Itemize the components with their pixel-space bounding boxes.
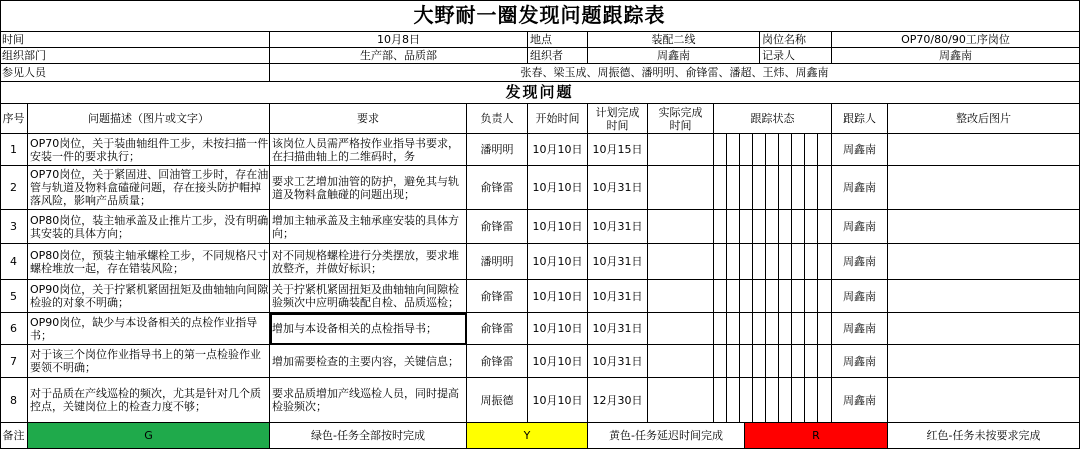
status-cell[interactable] (779, 244, 792, 280)
row-actual[interactable] (648, 244, 714, 280)
status-cell[interactable] (740, 280, 753, 313)
status-cell[interactable] (805, 378, 818, 423)
time-label[interactable]: 时间 (0, 32, 270, 48)
location-value[interactable]: 装配二线 (588, 32, 760, 48)
header-owner[interactable]: 负责人 (467, 104, 528, 134)
row-desc[interactable]: OP90岗位，关于拧紧机紧固扭矩及曲轴轴向间隙检验的对象不明确； (28, 280, 270, 313)
status-cell[interactable] (753, 166, 766, 210)
status-cell[interactable] (714, 280, 727, 313)
row-owner[interactable]: 俞锋雷 (467, 313, 528, 345)
status-cell[interactable] (766, 345, 779, 378)
status-cell[interactable] (753, 345, 766, 378)
status-cell[interactable] (805, 345, 818, 378)
status-cell[interactable] (779, 378, 792, 423)
status-cell[interactable] (714, 345, 727, 378)
header-req[interactable]: 要求 (270, 104, 467, 134)
row-plan[interactable]: 10月31日 (588, 244, 648, 280)
header-no[interactable]: 序号 (0, 104, 28, 134)
status-cell[interactable] (792, 166, 805, 210)
row-owner[interactable]: 俞锋雷 (467, 280, 528, 313)
status-cell[interactable] (753, 313, 766, 345)
row-number[interactable]: 2 (0, 166, 28, 210)
recorder-label[interactable]: 记录人 (760, 48, 832, 64)
row-start[interactable]: 10月10日 (528, 166, 588, 210)
status-cell[interactable] (805, 244, 818, 280)
status-cell[interactable] (818, 345, 832, 378)
organizer-label[interactable]: 组织者 (528, 48, 588, 64)
row-after-image[interactable] (888, 134, 1080, 166)
status-cell[interactable] (818, 166, 832, 210)
row-req[interactable]: 关于拧紧机紧固扭矩及曲轴轴向间隙检验频次中应明确装配自检、品质巡检； (270, 280, 467, 313)
row-number[interactable]: 5 (0, 280, 28, 313)
status-cell[interactable] (727, 345, 740, 378)
status-cell[interactable] (779, 313, 792, 345)
status-cell[interactable] (818, 313, 832, 345)
row-actual[interactable] (648, 210, 714, 244)
status-cell[interactable] (779, 280, 792, 313)
participants-value[interactable]: 张春、梁玉成、周振德、潘明明、俞锋雷、潘超、王炜、周鑫南 (270, 64, 1080, 82)
status-cell[interactable] (740, 210, 753, 244)
dept-value[interactable]: 生产部、品质部 (270, 48, 528, 64)
row-tracker[interactable]: 周鑫南 (832, 313, 888, 345)
status-cell[interactable] (766, 166, 779, 210)
status-cell[interactable] (727, 134, 740, 166)
position-label[interactable]: 岗位名称 (760, 32, 832, 48)
row-start[interactable]: 10月10日 (528, 244, 588, 280)
section-title: 发现问题 (0, 82, 1080, 104)
status-cell[interactable] (753, 210, 766, 244)
row-start[interactable]: 10月10日 (528, 378, 588, 423)
row-tracker[interactable]: 周鑫南 (832, 244, 888, 280)
status-cell[interactable] (779, 134, 792, 166)
status-cell[interactable] (727, 244, 740, 280)
row-number[interactable]: 3 (0, 210, 28, 244)
status-cell[interactable] (766, 378, 779, 423)
status-cell[interactable] (779, 166, 792, 210)
status-cell[interactable] (740, 166, 753, 210)
legend-yellow-swatch[interactable]: Y (467, 423, 588, 449)
row-req[interactable]: 增加需要检查的主要内容，关键信息； (270, 345, 467, 378)
header-plan[interactable]: 计划完成时间 (588, 104, 648, 134)
status-cell[interactable] (818, 210, 832, 244)
row-owner[interactable]: 俞锋雷 (467, 345, 528, 378)
status-cell[interactable] (805, 134, 818, 166)
row-desc[interactable]: OP80岗位，预装主轴承螺栓工步，不同规格尺寸螺栓堆放一起，存在错装风险； (28, 244, 270, 280)
status-cell[interactable] (727, 280, 740, 313)
row-after-image[interactable] (888, 166, 1080, 210)
status-cell[interactable] (727, 313, 740, 345)
row-start[interactable]: 10月10日 (528, 313, 588, 345)
row-number[interactable]: 1 (0, 134, 28, 166)
status-cell[interactable] (753, 378, 766, 423)
status-cell[interactable] (805, 210, 818, 244)
status-cell[interactable] (779, 345, 792, 378)
row-number[interactable]: 8 (0, 378, 28, 423)
recorder-value[interactable]: 周鑫南 (832, 48, 1080, 64)
dept-label[interactable]: 组织部门 (0, 48, 270, 64)
row-desc[interactable]: OP80岗位，装主轴承盖及止推片工步，没有明确其安装的具体方向； (28, 210, 270, 244)
row-tracker[interactable]: 周鑫南 (832, 166, 888, 210)
row-start[interactable]: 10月10日 (528, 210, 588, 244)
row-actual[interactable] (648, 345, 714, 378)
row-after-image[interactable] (888, 345, 1080, 378)
row-actual[interactable] (648, 166, 714, 210)
row-tracker[interactable]: 周鑫南 (832, 134, 888, 166)
status-cell[interactable] (740, 244, 753, 280)
status-cell[interactable] (766, 134, 779, 166)
row-plan[interactable]: 10月31日 (588, 210, 648, 244)
row-number[interactable]: 7 (0, 345, 28, 378)
legend-green-text[interactable]: 绿色-任务全部按时完成 (270, 423, 467, 449)
row-tracker[interactable]: 周鑫南 (832, 378, 888, 423)
status-cell[interactable] (740, 313, 753, 345)
row-start[interactable]: 10月10日 (528, 280, 588, 313)
status-cell[interactable] (766, 210, 779, 244)
time-value[interactable]: 10月8日 (270, 32, 528, 48)
row-owner[interactable]: 俞锋雷 (467, 210, 528, 244)
location-label[interactable]: 地点 (528, 32, 588, 48)
legend-yellow-text[interactable]: 黄色-任务延迟时间完成 (588, 423, 745, 449)
status-cell[interactable] (714, 378, 727, 423)
header-desc[interactable]: 问题描述（图片或文字） (28, 104, 270, 134)
status-cell[interactable] (766, 313, 779, 345)
row-owner[interactable]: 潘明明 (467, 134, 528, 166)
row-desc[interactable]: OP70岗位，关于装曲轴组件工步，未按扫描一件安装一件的要求执行； (28, 134, 270, 166)
row-owner[interactable]: 潘明明 (467, 244, 528, 280)
row-actual[interactable] (648, 378, 714, 423)
row-actual[interactable] (648, 134, 714, 166)
status-cell[interactable] (792, 345, 805, 378)
row-req[interactable]: 对不同规格螺栓进行分类摆放，要求堆放整齐，并做好标识； (270, 244, 467, 280)
row-owner[interactable]: 周振德 (467, 378, 528, 423)
row-actual[interactable] (648, 313, 714, 345)
row-actual[interactable] (648, 280, 714, 313)
status-cell[interactable] (792, 210, 805, 244)
row-plan[interactable]: 10月31日 (588, 345, 648, 378)
row-req[interactable]: 该岗位人员需严格按作业指导书要求，在扫描曲轴上的二维码时，务 (270, 134, 467, 166)
status-cell[interactable] (740, 378, 753, 423)
status-cell[interactable] (714, 210, 727, 244)
row-number[interactable]: 4 (0, 244, 28, 280)
status-cell[interactable] (714, 134, 727, 166)
row-req[interactable]: 增加与本设备相关的点检指导书； (270, 313, 467, 345)
row-desc[interactable]: 对于品质在产线巡检的频次，尤其是针对几个质控点，关键岗位上的检查力度不够； (28, 378, 270, 423)
row-desc[interactable]: OP90岗位，缺少与本设备相关的点检作业指导书； (28, 313, 270, 345)
row-plan[interactable]: 12月30日 (588, 378, 648, 423)
status-cell[interactable] (805, 280, 818, 313)
row-owner[interactable]: 俞锋雷 (467, 166, 528, 210)
header-tracker[interactable]: 跟踪人 (832, 104, 888, 134)
position-value[interactable]: OP70/80/90工序岗位 (832, 32, 1080, 48)
row-tracker[interactable]: 周鑫南 (832, 210, 888, 244)
legend-red-swatch[interactable]: R (745, 423, 888, 449)
status-cell[interactable] (792, 244, 805, 280)
row-after-image[interactable] (888, 210, 1080, 244)
row-plan[interactable]: 10月31日 (588, 280, 648, 313)
status-cell[interactable] (766, 280, 779, 313)
row-after-image[interactable] (888, 280, 1080, 313)
participants-label[interactable]: 参见人员 (0, 64, 270, 82)
status-cell[interactable] (740, 345, 753, 378)
header-status[interactable]: 跟踪状态 (714, 104, 832, 134)
status-cell[interactable] (714, 166, 727, 210)
status-cell[interactable] (727, 166, 740, 210)
status-cell[interactable] (818, 378, 832, 423)
row-after-image[interactable] (888, 313, 1080, 345)
status-cell[interactable] (818, 280, 832, 313)
row-tracker[interactable]: 周鑫南 (832, 345, 888, 378)
status-cell[interactable] (818, 134, 832, 166)
row-tracker[interactable]: 周鑫南 (832, 280, 888, 313)
status-cell[interactable] (805, 313, 818, 345)
status-cell[interactable] (766, 244, 779, 280)
row-after-image[interactable] (888, 378, 1080, 423)
header-start[interactable]: 开始时间 (528, 104, 588, 134)
status-cell[interactable] (792, 378, 805, 423)
status-cell[interactable] (714, 244, 727, 280)
footer-label[interactable]: 备注 (0, 423, 28, 449)
row-plan[interactable]: 10月15日 (588, 134, 648, 166)
row-start[interactable]: 10月10日 (528, 345, 588, 378)
row-req[interactable]: 要求品质增加产线巡检人员，同时提高检验频次； (270, 378, 467, 423)
row-after-image[interactable] (888, 244, 1080, 280)
row-number[interactable]: 6 (0, 313, 28, 345)
status-cell[interactable] (792, 134, 805, 166)
status-cell[interactable] (805, 166, 818, 210)
status-cell[interactable] (753, 280, 766, 313)
row-start[interactable]: 10月10日 (528, 134, 588, 166)
status-cell[interactable] (740, 134, 753, 166)
row-req[interactable]: 要求工艺增加油管的防护，避免其与轨道及物料盒触碰的问题出现； (270, 166, 467, 210)
header-after[interactable]: 整改后图片 (888, 104, 1080, 134)
organizer-value[interactable]: 周鑫南 (588, 48, 760, 64)
row-desc[interactable]: OP70岗位，关于紧固进、回油管工步时，存在油管与轨道及物料盒磕碰问题，存在接头防护帽掉落风险，影响产品质量； (28, 166, 270, 210)
row-plan[interactable]: 10月31日 (588, 166, 648, 210)
sheet-title: 大野耐一圈发现问题跟踪表 (0, 0, 1080, 32)
status-cell[interactable] (818, 244, 832, 280)
status-cell[interactable] (792, 313, 805, 345)
legend-green-swatch[interactable]: G (28, 423, 270, 449)
status-cell[interactable] (792, 280, 805, 313)
header-actual[interactable]: 实际完成时间 (648, 104, 714, 134)
status-cell[interactable] (727, 378, 740, 423)
status-cell[interactable] (753, 134, 766, 166)
row-plan[interactable]: 10月31日 (588, 313, 648, 345)
status-cell[interactable] (753, 244, 766, 280)
legend-red-text[interactable]: 红色-任务未按要求完成 (888, 423, 1080, 449)
status-cell[interactable] (779, 210, 792, 244)
row-req[interactable]: 增加主轴承盖及主轴承座安装的具体方向； (270, 210, 467, 244)
row-desc[interactable]: 对于该三个岗位作业指导书上的第一点检验作业要领不明确； (28, 345, 270, 378)
status-cell[interactable] (727, 210, 740, 244)
status-cell[interactable] (714, 313, 727, 345)
